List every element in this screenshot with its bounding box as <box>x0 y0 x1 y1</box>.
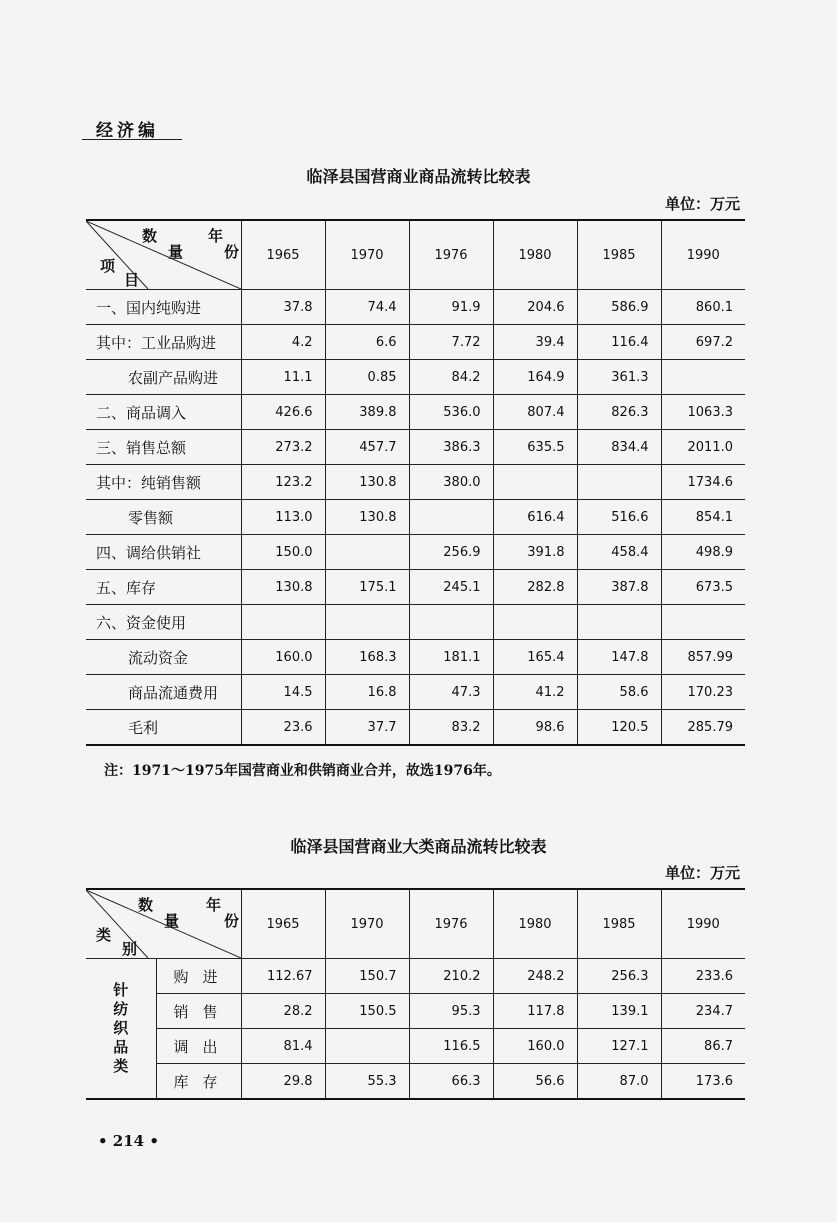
table-cell: 248.2 <box>493 959 577 994</box>
table2-year-header: 1970 <box>325 889 409 959</box>
table-cell: 160.0 <box>241 640 325 675</box>
table-cell: 256.3 <box>577 959 661 994</box>
table2-year-header: 1965 <box>241 889 325 959</box>
row-label: 流动资金 <box>86 640 241 675</box>
table1-header-row <box>86 220 745 290</box>
table2-header-row <box>86 889 745 959</box>
table-cell: 14.5 <box>241 675 325 710</box>
table-cell: 210.2 <box>409 959 493 994</box>
table-cell: 516.6 <box>577 500 661 535</box>
table-cell: 87.0 <box>577 1064 661 1100</box>
table1-row <box>86 465 745 500</box>
table-cell: 29.8 <box>241 1064 325 1100</box>
header-item-1: 项 <box>100 257 116 275</box>
row-label: 六、资金使用 <box>86 605 241 640</box>
table-cell: 458.4 <box>577 535 661 570</box>
table-cell <box>325 535 409 570</box>
header-item-2: 别 <box>122 940 138 958</box>
table-cell: 116.5 <box>409 1029 493 1064</box>
table-cell: 84.2 <box>409 360 493 395</box>
table-cell: 586.9 <box>577 290 661 325</box>
table-cell: 635.5 <box>493 430 577 465</box>
table2-unit: 单位：万元 <box>664 864 740 882</box>
table-cell <box>577 605 661 640</box>
table-cell: 834.4 <box>577 430 661 465</box>
table-cell <box>241 605 325 640</box>
table-cell: 826.3 <box>577 395 661 430</box>
table-cell: 7.72 <box>409 325 493 360</box>
table-cell: 386.3 <box>409 430 493 465</box>
table-cell: 113.0 <box>241 500 325 535</box>
row-label: 二、商品调入 <box>86 395 241 430</box>
table-cell: 86.7 <box>661 1029 745 1064</box>
table-cell: 74.4 <box>325 290 409 325</box>
table-cell: 164.9 <box>493 360 577 395</box>
table-cell: 11.1 <box>241 360 325 395</box>
table-cell: 66.3 <box>409 1064 493 1100</box>
table-cell: 1734.6 <box>661 465 745 500</box>
table-cell: 123.2 <box>241 465 325 500</box>
table1-year-header: 1985 <box>577 220 661 290</box>
table-cell: 150.0 <box>241 535 325 570</box>
header-quantity-1: 数 <box>138 896 154 914</box>
row-label: 销售 <box>156 994 241 1029</box>
table-cell: 857.99 <box>661 640 745 675</box>
table-cell: 457.7 <box>325 430 409 465</box>
table-cell: 55.3 <box>325 1064 409 1100</box>
row-label: 三、销售总额 <box>86 430 241 465</box>
table-cell: 673.5 <box>661 570 745 605</box>
table-cell: 150.5 <box>325 994 409 1029</box>
table-cell: 130.8 <box>325 500 409 535</box>
table-cell: 380.0 <box>409 465 493 500</box>
table1-row <box>86 535 745 570</box>
table-cell: 245.1 <box>409 570 493 605</box>
row-label: 五、库存 <box>86 570 241 605</box>
table-cell: 498.9 <box>661 535 745 570</box>
table-cell: 536.0 <box>409 395 493 430</box>
table-cell: 173.6 <box>661 1064 745 1100</box>
table-cell <box>577 465 661 500</box>
table-cell: 616.4 <box>493 500 577 535</box>
category-text: 针纺织品类 <box>113 981 129 1075</box>
table-cell: 273.2 <box>241 430 325 465</box>
table-cell: 91.9 <box>409 290 493 325</box>
row-label: 四、调给供销社 <box>86 535 241 570</box>
table-cell: 130.8 <box>241 570 325 605</box>
table-cell <box>409 605 493 640</box>
table-cell <box>325 605 409 640</box>
header-quantity-1: 数 <box>142 227 158 245</box>
table-cell: 697.2 <box>661 325 745 360</box>
table-cell: 37.7 <box>325 710 409 746</box>
table1-year-header: 1965 <box>241 220 325 290</box>
table2-row <box>86 1064 745 1100</box>
table2-year-header: 1976 <box>409 889 493 959</box>
table-cell: 98.6 <box>493 710 577 746</box>
table-cell: 58.6 <box>577 675 661 710</box>
table1-title: 临泽县国营商业商品流转比较表 <box>306 167 531 186</box>
row-label: 农副产品购进 <box>86 360 241 395</box>
table-cell: 1063.3 <box>661 395 745 430</box>
table-cell: 6.6 <box>325 325 409 360</box>
table-cell: 37.8 <box>241 290 325 325</box>
table-cell: 127.1 <box>577 1029 661 1064</box>
table1-row <box>86 290 745 325</box>
header-year-1: 年 <box>206 896 222 914</box>
row-label: 购进 <box>156 959 241 994</box>
section-rule <box>82 139 182 140</box>
table1-unit: 单位：万元 <box>664 195 740 213</box>
header-year-2: 份 <box>224 243 240 261</box>
table2-row <box>86 994 745 1029</box>
header-quantity-2: 量 <box>168 243 184 261</box>
header-year-2: 份 <box>224 912 240 930</box>
table-cell: 285.79 <box>661 710 745 746</box>
table-cell: 56.6 <box>493 1064 577 1100</box>
table1-row <box>86 395 745 430</box>
table-cell: 116.4 <box>577 325 661 360</box>
table-cell: 0.85 <box>325 360 409 395</box>
table-cell: 83.2 <box>409 710 493 746</box>
table2-year-header: 1990 <box>661 889 745 959</box>
table-cell: 165.4 <box>493 640 577 675</box>
table-cell: 120.5 <box>577 710 661 746</box>
table1-row <box>86 500 745 535</box>
table2 <box>86 888 745 1100</box>
table-cell: 160.0 <box>493 1029 577 1064</box>
table-cell: 233.6 <box>661 959 745 994</box>
table-cell: 130.8 <box>325 465 409 500</box>
table-cell: 47.3 <box>409 675 493 710</box>
table1-row <box>86 325 745 360</box>
table-cell: 147.8 <box>577 640 661 675</box>
header-item-2: 目 <box>124 271 140 289</box>
row-label: 库存 <box>156 1064 241 1100</box>
table2-row <box>86 1029 745 1064</box>
header-year-1: 年 <box>208 227 224 245</box>
table-cell: 168.3 <box>325 640 409 675</box>
table-cell: 391.8 <box>493 535 577 570</box>
table-cell: 81.4 <box>241 1029 325 1064</box>
row-label: 其中：纯销售额 <box>86 465 241 500</box>
row-label: 一、国内纯购进 <box>86 290 241 325</box>
table-cell: 41.2 <box>493 675 577 710</box>
table1-row <box>86 570 745 605</box>
table1-note: 注：1971～1975年国营商业和供销商业合并，故选1976年。 <box>104 763 501 779</box>
table1-year-header: 1976 <box>409 220 493 290</box>
table-cell: 204.6 <box>493 290 577 325</box>
table1-row <box>86 710 745 746</box>
table1-row <box>86 605 745 640</box>
row-label: 毛利 <box>86 710 241 746</box>
table2-diagonal-header <box>86 889 241 959</box>
table-cell: 361.3 <box>577 360 661 395</box>
category-label <box>86 959 156 1100</box>
table-cell: 181.1 <box>409 640 493 675</box>
table-cell <box>325 1029 409 1064</box>
table-cell: 117.8 <box>493 994 577 1029</box>
table-cell: 256.9 <box>409 535 493 570</box>
table-cell: 95.3 <box>409 994 493 1029</box>
table-cell: 234.7 <box>661 994 745 1029</box>
table-cell: 387.8 <box>577 570 661 605</box>
table-cell: 389.8 <box>325 395 409 430</box>
row-label: 其中：工业品购进 <box>86 325 241 360</box>
table1-year-header: 1970 <box>325 220 409 290</box>
table-cell: 150.7 <box>325 959 409 994</box>
table2-title: 临泽县国营商业大类商品流转比较表 <box>290 837 547 856</box>
row-label: 零售额 <box>86 500 241 535</box>
table-cell: 175.1 <box>325 570 409 605</box>
table-cell: 807.4 <box>493 395 577 430</box>
table-cell <box>409 500 493 535</box>
table-cell: 426.6 <box>241 395 325 430</box>
table-cell: 139.1 <box>577 994 661 1029</box>
table-cell: 282.8 <box>493 570 577 605</box>
table-cell: 112.67 <box>241 959 325 994</box>
table2-year-header: 1985 <box>577 889 661 959</box>
section-header: 经济编 <box>96 121 159 141</box>
table-cell: 28.2 <box>241 994 325 1029</box>
row-label: 商品流通费用 <box>86 675 241 710</box>
table-cell <box>493 605 577 640</box>
table1-row <box>86 675 745 710</box>
table-cell: 23.6 <box>241 710 325 746</box>
page-number: • 214 • <box>98 1132 159 1150</box>
table1-diagonal-header <box>86 220 241 290</box>
header-quantity-2: 量 <box>164 912 180 930</box>
table-cell: 2011.0 <box>661 430 745 465</box>
table2-row <box>86 959 745 994</box>
header-item-1: 类 <box>96 926 112 944</box>
table1-year-header: 1990 <box>661 220 745 290</box>
table1-year-header: 1980 <box>493 220 577 290</box>
table2-year-header: 1980 <box>493 889 577 959</box>
row-label: 调出 <box>156 1029 241 1064</box>
table-cell <box>661 605 745 640</box>
table-cell: 860.1 <box>661 290 745 325</box>
table-cell <box>661 360 745 395</box>
table1-row <box>86 640 745 675</box>
table1-row <box>86 430 745 465</box>
table1-row <box>86 360 745 395</box>
table-cell: 16.8 <box>325 675 409 710</box>
table-cell: 170.23 <box>661 675 745 710</box>
table-cell: 854.1 <box>661 500 745 535</box>
table-cell <box>493 465 577 500</box>
table-cell: 4.2 <box>241 325 325 360</box>
table-cell: 39.4 <box>493 325 577 360</box>
table1 <box>86 219 745 746</box>
